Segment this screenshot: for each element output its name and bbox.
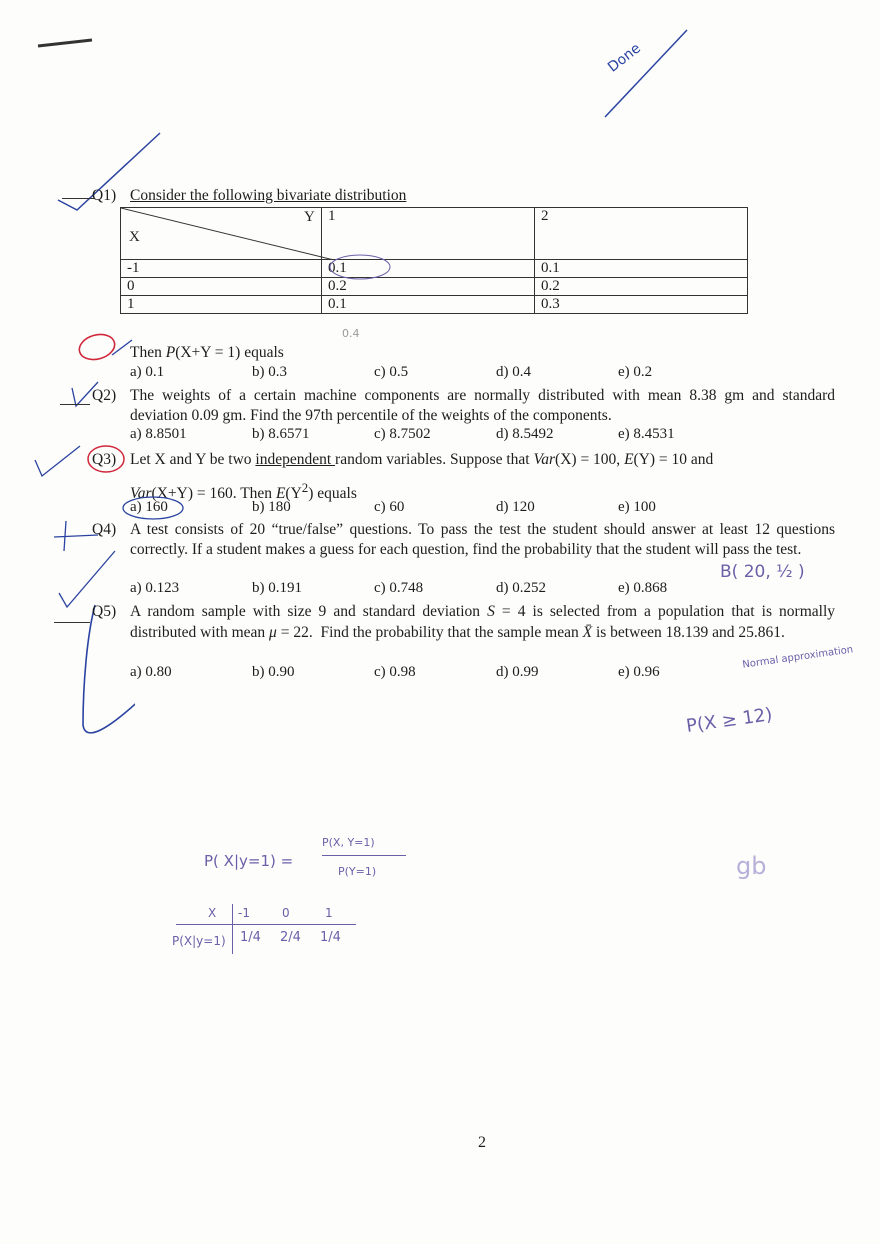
x-label: X <box>129 229 140 245</box>
option-d[interactable]: d) 0.252 <box>496 580 546 596</box>
question-text: A random sample with size 9 and standard deviation S = 4 is selected from a population that is normally distributed with mean μ = 22. Find the probability that the sample mean X̄ is between 18.139 and 25.861. <box>130 603 836 641</box>
option-d[interactable]: d) 120 <box>496 499 535 515</box>
question-number: Q5) <box>92 603 117 620</box>
option-b[interactable]: b) 180 <box>252 499 291 515</box>
option-c[interactable]: c) 0.5 <box>374 364 409 380</box>
options-q5 <box>130 664 780 684</box>
option-e[interactable]: e) 0.2 <box>618 364 653 380</box>
answer-blank-q1 <box>62 198 94 199</box>
check-mark-q3 <box>30 440 140 485</box>
hand-table-x: -1 <box>238 906 250 920</box>
cond-fraction-bar <box>322 855 406 856</box>
question-text: The weights of a certain machine components are normally distributed with mean 8.38 gm and standard deviation 0.09 gm. Find the 97th percentile of the weights of the components. <box>130 387 835 424</box>
question-number: Q3) <box>92 451 117 468</box>
question-text: Let X and Y be two independent random variables. Suppose that Var(X) = 100, E(Y) = 10 and <box>130 451 714 468</box>
answer-blank-q5 <box>54 622 90 623</box>
table-row <box>121 296 748 314</box>
pen-mark-top <box>36 36 96 52</box>
option-d[interactable]: d) 0.99 <box>496 664 539 680</box>
header-corner <box>121 208 322 260</box>
cond-denominator: P(Y=1) <box>338 865 377 878</box>
normal-approx-note: Normal approximation <box>741 644 854 671</box>
option-a[interactable]: a) 160 <box>130 499 168 515</box>
hand-table-x: 1 <box>325 906 333 920</box>
hand-table-p: 1/4 <box>240 930 261 945</box>
x-value: 0 <box>121 278 322 296</box>
cond-numerator: P(X, Y=1) <box>322 836 375 849</box>
prob-cell: 0.3 <box>535 296 748 314</box>
hand-table-p: 2/4 <box>280 930 301 945</box>
x-value: 1 <box>121 296 322 314</box>
option-a[interactable]: a) 8.8501 <box>130 426 187 442</box>
options-q3 <box>130 499 780 519</box>
question-text: Consider the following bivariate distribution <box>130 187 407 204</box>
question-number: Q1) <box>92 187 117 204</box>
prob-cell: 0.1 <box>322 296 535 314</box>
options-q1 <box>130 364 780 384</box>
option-e[interactable]: e) 8.4531 <box>618 426 675 442</box>
question-text: A test consists of 20 “true/false” questions. To pass the test the student should answer at least 12 questions correctly. If a student makes a guess for each question, find the probability that the student will pass the test. <box>130 521 835 558</box>
prob-x-note: P(X ≥ 12) <box>684 704 774 737</box>
option-a[interactable]: a) 0.1 <box>130 364 165 380</box>
hand-table-p: 1/4 <box>320 930 341 945</box>
option-d[interactable]: d) 8.5492 <box>496 426 554 442</box>
prob-cell: 0.1 <box>535 260 748 278</box>
options-q2 <box>130 426 780 446</box>
check-mark-q5 <box>55 545 135 745</box>
x-value: -1 <box>121 260 322 278</box>
answer-blank-q2 <box>60 404 90 405</box>
option-b[interactable]: b) 8.6571 <box>252 426 310 442</box>
q1-note: 0.4 <box>342 327 360 340</box>
table-row <box>121 260 748 278</box>
y-label: Y <box>304 209 315 225</box>
bivariate-table <box>120 207 748 314</box>
table-row <box>121 278 748 296</box>
question-number: Q4) <box>92 521 117 538</box>
question-number: Q2) <box>92 387 117 404</box>
options-q4 <box>130 580 780 600</box>
hand-table-x-label: X <box>208 906 217 920</box>
question-text: Var(X+Y) = 160. Then $E(Y^2)$ equals <box>130 480 357 503</box>
binomial-note: B( 20, ½ ) <box>720 562 805 582</box>
circle-annotation-table <box>328 252 398 282</box>
hand-table-vline <box>232 904 233 954</box>
cond-formula: P( X|y=1) = <box>204 852 294 870</box>
question-text: Then P(X+Y = 1) equals <box>130 344 284 361</box>
option-a[interactable]: a) 0.80 <box>130 664 172 680</box>
hand-table-p-label: P(X|y=1) <box>172 934 226 948</box>
option-e[interactable]: e) 0.96 <box>618 664 660 680</box>
option-e[interactable]: e) 0.868 <box>618 580 668 596</box>
option-a[interactable]: a) 0.123 <box>130 580 180 596</box>
option-c[interactable]: c) 8.7502 <box>374 426 431 442</box>
option-c[interactable]: c) 0.748 <box>374 580 424 596</box>
option-d[interactable]: d) 0.4 <box>496 364 531 380</box>
option-b[interactable]: b) 0.90 <box>252 664 295 680</box>
option-e[interactable]: e) 100 <box>618 499 656 515</box>
hand-table-hline <box>176 924 356 925</box>
hand-table-x: 0 <box>282 906 290 920</box>
option-b[interactable]: b) 0.3 <box>252 364 287 380</box>
option-c[interactable]: c) 0.98 <box>374 664 416 680</box>
prob-cell: 0.1 <box>322 260 535 278</box>
option-b[interactable]: b) 0.191 <box>252 580 302 596</box>
gb-note: gb <box>736 852 767 880</box>
prob-cell: 0.2 <box>322 278 535 296</box>
y-value-2: 2 <box>535 208 748 260</box>
done-annotation: Done <box>604 40 644 76</box>
y-value-1: 1 <box>322 208 535 260</box>
prob-cell: 0.2 <box>535 278 748 296</box>
option-c[interactable]: c) 60 <box>374 499 405 515</box>
done-annotation-stroke <box>595 25 695 120</box>
page-number: 2 <box>478 1134 486 1151</box>
